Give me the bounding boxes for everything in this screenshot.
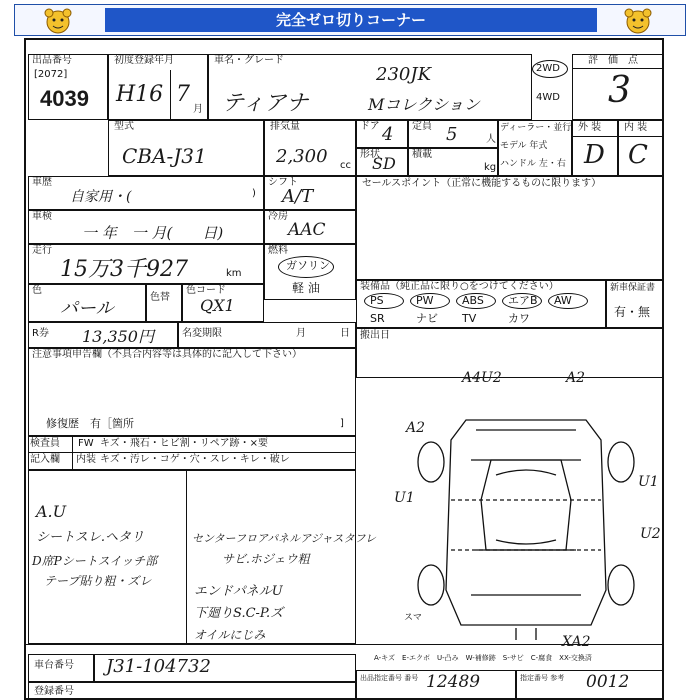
diagram-mark-u1-left: U1 — [394, 490, 415, 506]
loading-label: 積載 — [412, 149, 432, 160]
lot-number: 4039 — [40, 86, 89, 111]
mileage-value: 15万3千927 — [60, 257, 188, 282]
displacement-unit: cc — [340, 160, 351, 171]
new-warranty-label: 新車保証書 — [610, 283, 656, 293]
first-reg-label: 初度登録年月 — [114, 55, 174, 66]
color-value: パール — [60, 298, 114, 319]
eval-value: 3 — [608, 70, 631, 111]
eval-label: 評 価 点 — [588, 55, 638, 66]
equip-item2-0: SR — [370, 312, 385, 325]
first-reg-value: H16 — [116, 82, 164, 107]
inspection-no-value: 12489 — [426, 672, 481, 692]
recycle-value: 13,350円 — [82, 327, 154, 346]
mileage-label: 走行 — [32, 245, 52, 256]
inspection-value: 一 年 一 月( 日) — [82, 224, 224, 242]
interior-value: C — [628, 140, 648, 170]
seats-unit: 人 — [486, 134, 496, 145]
first-reg-month: 7 — [176, 82, 190, 107]
fuel-gas: ガソリン — [286, 259, 330, 272]
equip-label: 装備品（純正品に限り○をつけてください） — [360, 281, 559, 292]
name-change-label: 名変期限 — [182, 328, 222, 339]
color-change-label: 色替 — [150, 292, 170, 303]
interior-label: 内 装 — [624, 122, 648, 133]
diagram-mark-a2-top: A2 — [566, 370, 586, 386]
selling-label: セールスポイント（正常に機能するものに限ります） — [362, 178, 602, 189]
model-value: CBA-J31 — [122, 144, 207, 168]
equip-item2-2: TV — [462, 312, 477, 325]
shift-label: シフト — [268, 177, 298, 188]
checker-label: 検査員 — [30, 438, 60, 449]
diagram-mark-sma: スマ — [404, 613, 422, 623]
note-7: エンドパネルU — [194, 584, 283, 599]
inspection-no-label: 出品指定番号 番号 — [360, 674, 419, 682]
fuel-label: 燃料 — [268, 245, 288, 256]
usage-label: 車歴 — [32, 177, 52, 188]
usage-cell — [28, 176, 264, 210]
equip-item-0: PS — [370, 294, 384, 307]
diagram-mark-u2: U2 — [640, 526, 661, 542]
seats-value: 5 — [446, 124, 458, 145]
note-1: A.U — [36, 502, 67, 521]
chassis-label: 車台番号 — [34, 660, 74, 671]
model-year-label: モデル 年式 — [500, 141, 548, 151]
lot-sub: [2072] — [34, 69, 68, 80]
diagram-mark-a2-left: A2 — [406, 420, 426, 436]
equip-item-3: エアB — [508, 294, 538, 307]
check-fw: FW — [78, 438, 94, 449]
notes-label: 注意事項申告欄（不具合内容等は具体的に記入して下さい） — [32, 349, 302, 360]
banner-title: 完全ゼロ切りコーナー — [105, 8, 597, 32]
note-8: 下廻りS.C-P.ズ — [194, 606, 284, 621]
record-label: 記入欄 — [30, 454, 60, 465]
exterior-value: D — [584, 140, 605, 170]
drive-4wd: 4WD — [536, 92, 560, 103]
check-in: 内装 — [76, 454, 96, 465]
usage-value: 自家用・( — [70, 189, 132, 205]
reg-number-cell — [28, 682, 356, 700]
check-line-1: キズ・飛石・ヒビ割・リペア跡・×要 — [100, 438, 268, 449]
ac-value: AAC — [288, 220, 326, 240]
usage-close: ) — [252, 188, 256, 199]
month-unit: 月 — [193, 104, 203, 115]
grade-1: 230JK — [376, 64, 432, 85]
note-4: テープ貼り粗・ズレ — [44, 574, 152, 588]
recycle-label: R券 — [32, 328, 49, 339]
bear-mascot-right-icon — [621, 7, 655, 35]
seats-label: 定員 — [412, 121, 432, 132]
equip-item-2: ABS — [462, 294, 484, 307]
inspection-label: 車検 — [32, 211, 52, 222]
delivery-cell — [356, 328, 664, 378]
car-name: ティアナ — [222, 91, 309, 116]
check-line-2: キズ・汚レ・コゲ・穴・スレ・キレ・破レ — [100, 454, 290, 465]
note-6: サビ.ホジェウ粗 — [222, 552, 310, 566]
color-code-label: 色コード — [186, 285, 226, 296]
color-label: 色 — [32, 285, 42, 296]
note-2: シートスレ.ヘタリ — [36, 530, 145, 545]
drive-2wd: 2WD — [536, 63, 560, 74]
ac-label: 冷房 — [268, 211, 288, 222]
doors-label: ドア — [360, 121, 380, 132]
repair-close: ] — [340, 418, 344, 429]
name-change-month: 月 — [296, 328, 306, 339]
mileage-unit: km — [226, 268, 242, 279]
color-code-value: QX1 — [200, 296, 235, 315]
exterior-label: 外 装 — [578, 122, 602, 133]
equip-item2-1: ナビ — [416, 312, 438, 325]
shift-value: A/T — [282, 186, 314, 207]
note-5: センターフロアパネルアジャスタフレ — [192, 532, 377, 545]
car-damage-diagram — [396, 390, 656, 650]
repair-label: 修復歴 有［箇所 — [46, 417, 134, 430]
diagram-mark-a4u2: A4U2 — [462, 370, 502, 386]
handle-label: ハンドル 左・右 — [500, 159, 566, 169]
displacement-value: 2,300 — [276, 146, 328, 167]
legend: A-キズ E-エクボ U-凸み W-補修跡 S-サビ C-腐食 XX-交換済 — [374, 654, 592, 662]
selling-cell — [356, 176, 664, 280]
grade-2: Mコレクション — [368, 95, 480, 114]
equip-item-1: PW — [416, 294, 434, 307]
bear-mascot-left-icon — [41, 7, 75, 35]
note-9: オイルにじみ — [194, 628, 266, 642]
corner-banner — [14, 4, 686, 36]
lot-label: 出品番号 — [32, 55, 72, 66]
shape-label: 形状 — [360, 149, 380, 160]
name-label: 車名・グレード — [214, 55, 284, 66]
equip-item-4: AW — [554, 294, 572, 307]
delivery-label: 搬出日 — [360, 330, 390, 341]
equip-item2-3: カワ — [508, 312, 530, 325]
note-3: D席Pシートスイッチ部 — [32, 554, 158, 568]
doors-value: 4 — [382, 124, 394, 145]
loading-unit: kg — [484, 162, 497, 173]
auction-sheet — [24, 38, 664, 700]
inspection-no2-label: 指定番号 参考 — [520, 674, 565, 682]
reg-number-label: 登録番号 — [34, 686, 74, 697]
shape-value: SD — [372, 154, 396, 173]
diagram-mark-u1-right: U1 — [638, 474, 659, 490]
model-label: 型式 — [114, 121, 134, 132]
inspection-no2-value: 0012 — [586, 672, 630, 692]
displacement-label: 排気量 — [270, 121, 300, 132]
chassis-value: J31-104732 — [106, 656, 211, 677]
name-change-day: 日 — [340, 328, 350, 339]
diagram-mark-xa2: XA2 — [562, 634, 591, 650]
fuel-diesel: 軽 油 — [292, 281, 320, 295]
dealer-label: ディーラー・並行 — [500, 123, 572, 133]
warranty-value: 有・無 — [614, 305, 651, 319]
